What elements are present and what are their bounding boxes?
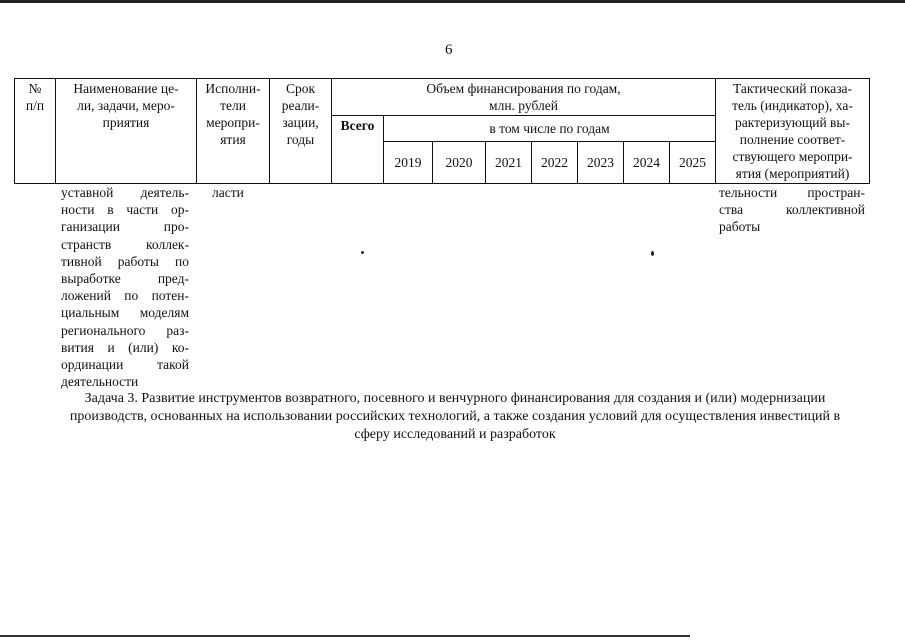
- row-executors-continuation: ласти: [212, 185, 244, 200]
- header-indicator: Тактический показа- тель (индикатор), ха- рактеризующий вы- полнение соответ- ствующего меропри- ятия (мероприятий): [716, 79, 870, 184]
- header-year: 2021: [486, 142, 532, 184]
- row-indicator-continuation: тельности простран- ства коллективной работы: [719, 185, 865, 235]
- header-name: Наименование це- ли, задачи, меро- приятия: [56, 79, 197, 184]
- header-year: 2024: [624, 142, 670, 184]
- header-year: 2022: [532, 142, 578, 184]
- header-year: 2020: [433, 142, 486, 184]
- task-heading: Задача 3. Развитие инструментов возвратного, посевного и венчурного финансирования для создания и (или) модернизации производств, основанных на использовании российских технологий, а также создания условий для осуществления инвестиций в сферу исследований и разработок: [69, 391, 841, 442]
- top-border-line: [0, 0, 905, 3]
- header-year: 2023: [578, 142, 624, 184]
- page-number: 6: [445, 42, 453, 58]
- scan-speck: [651, 251, 654, 256]
- header-total: Всего: [332, 116, 384, 184]
- bottom-border-line: [0, 635, 690, 637]
- header-year: 2025: [670, 142, 716, 184]
- header-executors: Исполни- тели меропри- ятия: [197, 79, 270, 184]
- header-term: Срок реали- зации, годы: [270, 79, 332, 184]
- row-name-continuation: уставной деятель- ности в части ор- ганизации про- странств коллек- тивной работы по выработке пред- ложений по потен- циальным моделям регионального раз- вития и (или) ко- ординации такой деятельности: [61, 185, 189, 390]
- funding-table-header: [14, 78, 870, 184]
- header-funding: Объем финансирования по годам, млн. рублей: [332, 79, 716, 116]
- header-year: 2019: [384, 142, 433, 184]
- header-by-year: в том числе по годам: [384, 116, 716, 142]
- scan-speck: [361, 251, 364, 254]
- header-number: № п/п: [15, 79, 56, 184]
